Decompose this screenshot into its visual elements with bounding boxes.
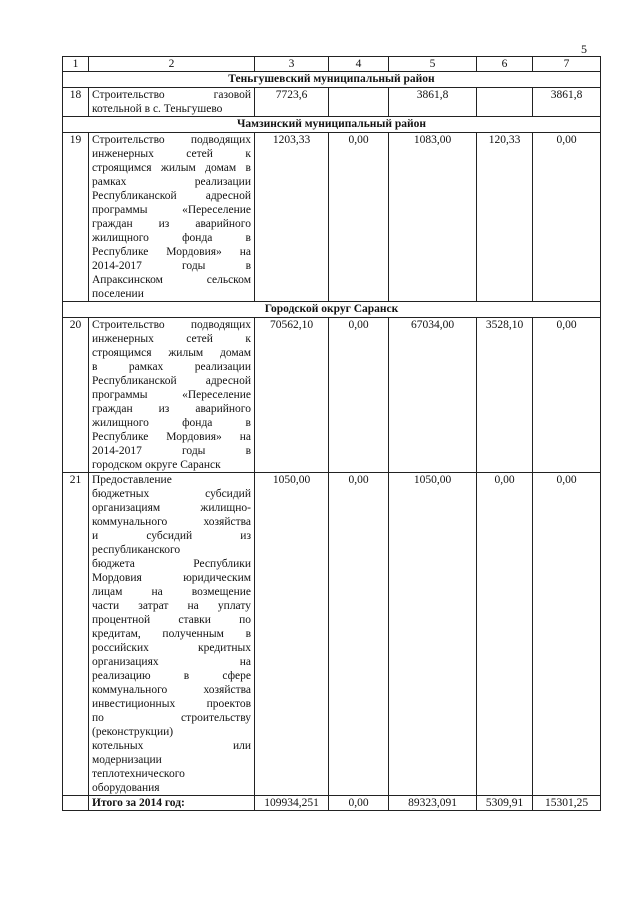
description-line: инженерных сетей к: [92, 333, 251, 345]
description-line: котельной в с. Теньгушево: [92, 103, 223, 115]
section-header-row: [63, 117, 601, 133]
header-row: [63, 57, 601, 72]
value-cell-c7: 0,00: [533, 133, 601, 302]
total-value-c5: 89323,091: [389, 796, 477, 811]
description-line: Республике Мордовия» на: [92, 246, 251, 258]
section-header-row: [63, 302, 601, 318]
value-cell-c5: 1083,00: [389, 133, 477, 302]
description-line: организациям жилищно-: [92, 502, 251, 514]
value-cell-c4: 0,00: [329, 318, 389, 473]
row-description: [89, 133, 255, 302]
table-row: [63, 133, 601, 302]
row-description: [89, 318, 255, 473]
column-header: 2: [89, 57, 255, 72]
description-line: граждан из аварийного: [92, 218, 251, 230]
description-line: программы «Переселение: [92, 389, 251, 401]
description-line: процентной ставки по: [92, 614, 251, 626]
value-cell-c4: [329, 88, 389, 117]
description-line: коммунального хозяйства: [92, 516, 251, 528]
column-header: 7: [533, 57, 601, 72]
section-title: Теньгушевский муниципальный район: [63, 72, 601, 88]
value-cell-c7: 3861,8: [533, 88, 601, 117]
description-line: программы «Переселение: [92, 204, 251, 216]
section-title: Городской округ Саранск: [63, 302, 601, 318]
total-empty-cell: [63, 796, 89, 811]
description-line: лицам на возмещение: [92, 586, 251, 598]
description-line: (реконструкции): [92, 726, 174, 738]
column-header: 3: [255, 57, 329, 72]
description-line: жилищного фонда в: [92, 232, 251, 244]
description-line: рамках реализации: [92, 176, 251, 188]
description-line: 2014-2017 годы в: [92, 260, 251, 272]
column-header: 6: [477, 57, 533, 72]
description-line: и субсидий из: [92, 530, 251, 542]
description-line: Республиканской адресной: [92, 375, 251, 387]
description-line: коммунального хозяйства: [92, 684, 251, 696]
description-line: жилищного фонда в: [92, 417, 251, 429]
value-cell-c3: 1050,00: [255, 473, 329, 796]
row-number: 20: [63, 318, 89, 473]
description-line: бюджетных субсидий: [92, 488, 251, 500]
value-cell-c6: 3528,10: [477, 318, 533, 473]
value-cell-c6: [477, 88, 533, 117]
description-line: Апраксинском сельском: [92, 274, 251, 286]
total-value-c6: 5309,91: [477, 796, 533, 811]
description-line: республиканского: [92, 544, 181, 556]
description-line: граждан из аварийного: [92, 403, 251, 415]
description-line: городском округе Саранск: [92, 459, 221, 471]
value-cell-c7: 0,00: [533, 473, 601, 796]
section-header-row: [63, 72, 601, 88]
value-cell-c5: 67034,00: [389, 318, 477, 473]
value-cell-c4: 0,00: [329, 473, 389, 796]
value-cell-c6: 0,00: [477, 473, 533, 796]
description-line: бюджета Республики: [92, 558, 251, 570]
total-row: [63, 796, 601, 811]
row-description: [89, 473, 255, 796]
description-line: теплотехнического: [92, 768, 185, 780]
row-number: 19: [63, 133, 89, 302]
description-line: по строительству: [92, 712, 251, 724]
row-number: 21: [63, 473, 89, 796]
value-cell-c7: 0,00: [533, 318, 601, 473]
description-line: строящимся жилым домам: [92, 347, 251, 359]
column-header: 4: [329, 57, 389, 72]
description-line: строящимся жилым домам в: [92, 162, 251, 174]
description-line: модернизации: [92, 754, 162, 766]
section-title: Чамзинский муниципальный район: [63, 117, 601, 133]
value-cell-c6: 120,33: [477, 133, 533, 302]
description-line: кредитам, полученным в: [92, 628, 251, 640]
table-row: [63, 318, 601, 473]
description-line: реализацию в сфере: [92, 670, 251, 682]
description-line: Строительство подводящих: [92, 319, 251, 331]
total-value-c7: 15301,25: [533, 796, 601, 811]
description-line: Предоставление: [92, 474, 172, 486]
description-line: Мордовия юридическим: [92, 572, 251, 584]
table-row: [63, 88, 601, 117]
total-label: Итого за 2014 год:: [89, 796, 255, 811]
budget-table: [62, 56, 601, 811]
description-line: инженерных сетей к: [92, 148, 251, 160]
row-number: 18: [63, 88, 89, 117]
description-line: Строительство газовой: [92, 89, 251, 101]
total-value-c4: 0,00: [329, 796, 389, 811]
description-line: котельных или: [92, 740, 251, 752]
value-cell-c3: 7723,6: [255, 88, 329, 117]
description-line: организациях на: [92, 656, 251, 668]
value-cell-c5: 3861,8: [389, 88, 477, 117]
description-line: части затрат на уплату: [92, 600, 251, 612]
description-line: Республике Мордовия» на: [92, 431, 251, 443]
column-header: 1: [63, 57, 89, 72]
column-header: 5: [389, 57, 477, 72]
value-cell-c4: 0,00: [329, 133, 389, 302]
description-line: российских кредитных: [92, 642, 251, 654]
value-cell-c3: 70562,10: [255, 318, 329, 473]
description-line: поселении: [92, 288, 144, 300]
description-line: оборудования: [92, 782, 160, 794]
total-value-c3: 109934,251: [255, 796, 329, 811]
description-line: Строительство подводящих: [92, 134, 251, 146]
description-line: инвестиционных проектов: [92, 698, 251, 710]
description-line: 2014-2017 годы в: [92, 445, 251, 457]
value-cell-c3: 1203,33: [255, 133, 329, 302]
table-row: [63, 473, 601, 796]
description-line: Республиканской адресной: [92, 190, 251, 202]
description-line: в рамках реализации: [92, 361, 251, 373]
page-number: 5: [581, 42, 587, 56]
row-description: [89, 88, 255, 117]
value-cell-c5: 1050,00: [389, 473, 477, 796]
